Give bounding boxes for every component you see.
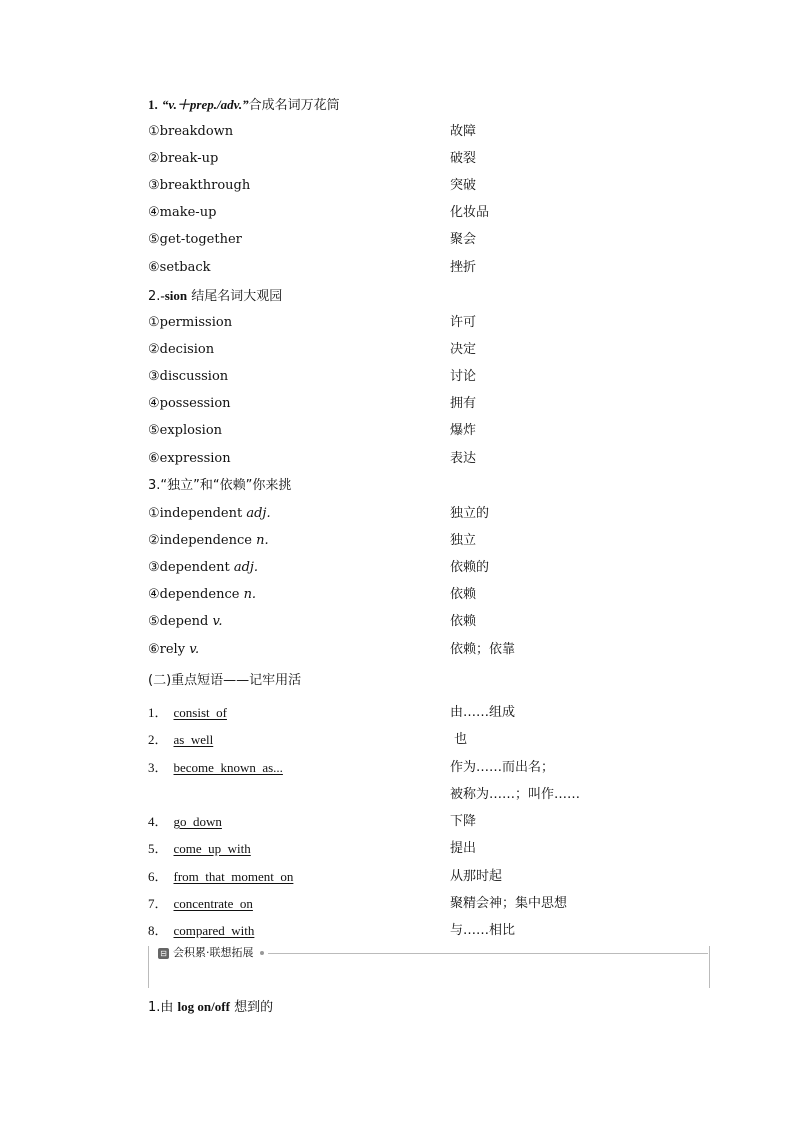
box-tag	[158, 944, 268, 962]
section3-heading: 3.“独立”和“依赖”你来挑	[148, 478, 292, 493]
section4-heading: (二)重点短语——记牢用活	[148, 673, 302, 688]
box-label: 会积累·联想拓展	[173, 946, 254, 959]
collapse-icon: ⊟	[158, 948, 169, 959]
document-page: 1. “v.＋prep./adv.”合成名词万花筒 ①breakdown 故障 ②break-up 破裂 ③breakthrough 突破 ④make-up 化妆品 ⑤get-together 聚会 ⑥setback 挫折 2.-sion 结尾名词大观园 ①permission 许可 ②decision 决定 ③discussion 讨论 ④possession 拥有 ⑤explosion 爆炸 ⑥expression 表达 3.“独立”和“依赖”你来挑 ①independent adj. 独立的 ②independence n. 独立 ③dependent adj. 依赖的 ④dependence n. 依赖 ⑤depend v. 依赖 ⑥rely v. 依赖；依靠 (二)重点短语——记牢用活 1． consist of 由……组成 2． as well 也 3． become known as... 作为……而出名； 被称为……；叫作…… 4． go down 下降 5． come up with 提出 6． from that moment on 从那时起 7． concentrate on 聚精会神；集中思想 8． compared with 与……相比 ⊟ 会积累·联想拓展 1.由 log on/off 想到的	[0, 0, 794, 1123]
section5-heading: 1.由 log on/off 想到的	[148, 999, 274, 1015]
section1-heading: 1. “v.＋prep./adv.”合成名词万花筒	[148, 97, 340, 113]
section2-heading: 2.-sion 结尾名词大观园	[148, 288, 283, 304]
dot-icon	[260, 951, 264, 955]
box-divider	[260, 953, 708, 954]
